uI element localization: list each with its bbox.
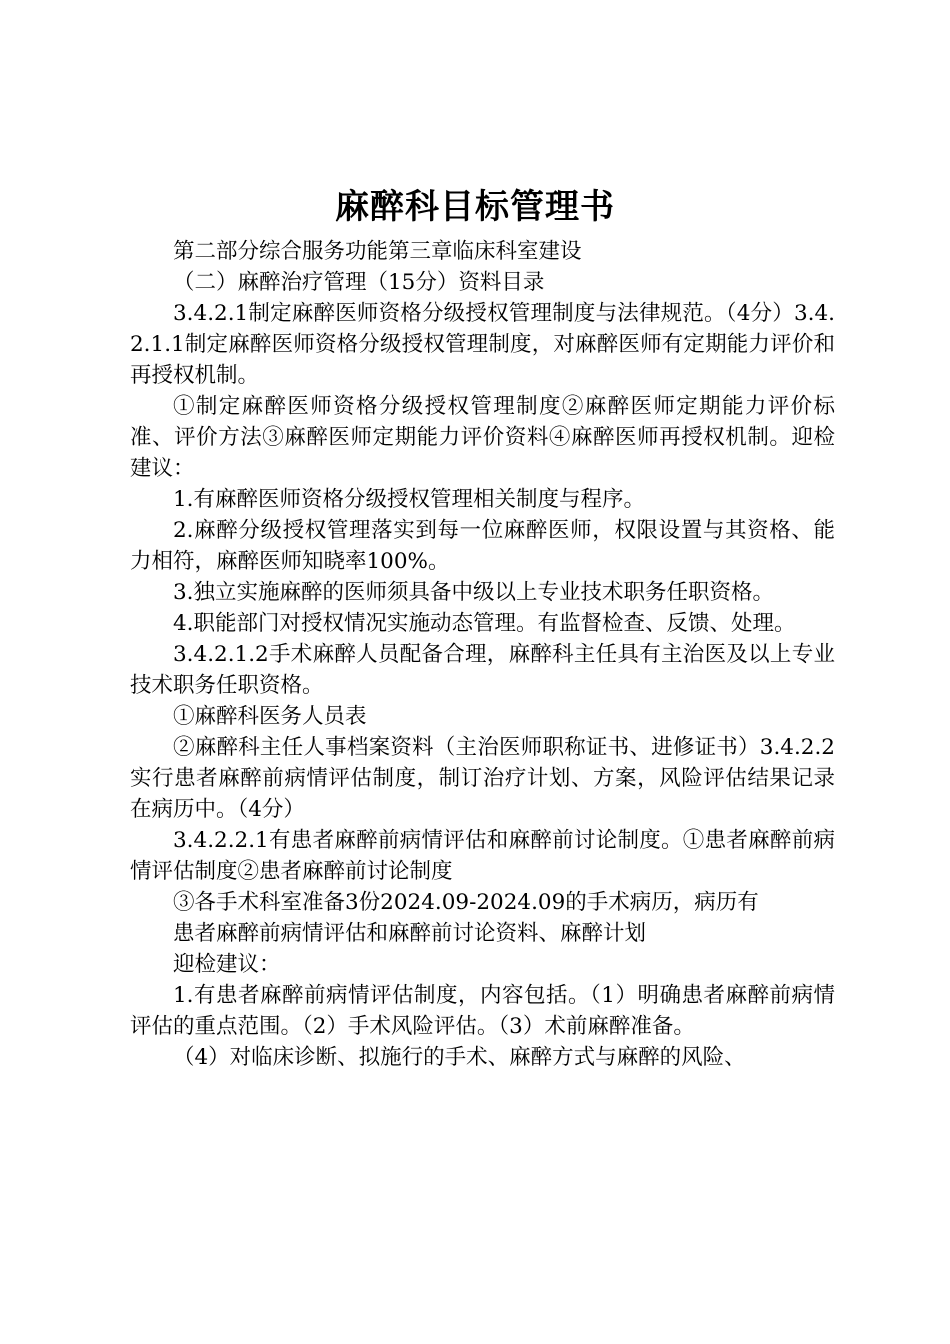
- paragraph: ①制定麻醉医师资格分级授权管理制度②麻醉医师定期能力评价标准、评价方法③麻醉医师定期能力评价资料④麻醉医师再授权机制。迎检建议：: [130, 394, 835, 481]
- section-heading: 第二部分综合服务功能第三章临床科室建设: [173, 239, 582, 264]
- paragraph: 患者麻醉前病情评估和麻醉前讨论资料、麻醉计划: [173, 921, 647, 946]
- list-item: 4.职能部门对授权情况实施动态管理。有监督检查、反馈、处理。: [173, 611, 796, 636]
- paragraph: 3.4.2.1.2手术麻醉人员配备合理，麻醉科主任具有主治医及以上专业技术职务任职资格。: [130, 642, 835, 698]
- paragraph: 迎检建议：: [173, 952, 281, 977]
- paragraph: ③各手术科室准备3份2024.09-2024.09的手术病历，病历有: [173, 890, 759, 915]
- document-title: 麻醉科目标管理书: [335, 187, 615, 227]
- list-item: 2.麻醉分级授权管理落实到每一位麻醉医师，权限设置与其资格、能力相符，麻醉医师知晓率100%。: [130, 518, 835, 574]
- document-body: [130, 236, 835, 1073]
- paragraph: 3.4.2.2.1有患者麻醉前病情评估和麻醉前讨论制度。①患者麻醉前病情评估制度②患者麻醉前讨论制度: [130, 828, 835, 884]
- list-item: 1.有患者麻醉前病情评估制度，内容包括。（1）明确患者麻醉前病情评估的重点范围。（2）手术风险评估。（3）术前麻醉准备。: [130, 983, 835, 1039]
- paragraph: 3.4.2.1制定麻醉医师资格分级授权管理制度与法律规范。（4分）3.4.2.1.1制定麻醉医师资格分级授权管理制度，对麻醉医师有定期能力评价和再授权机制。: [130, 301, 835, 388]
- list-item: 3.独立实施麻醉的医师须具备中级以上专业技术职务任职资格。: [173, 580, 775, 605]
- list-item: 1.有麻醉医师资格分级授权管理相关制度与程序。: [173, 487, 646, 512]
- list-item: ①麻醉科医务人员表: [173, 704, 367, 729]
- paragraph: （4）对临床诊断、拟施行的手术、麻醉方式与麻醉的风险、: [173, 1045, 746, 1070]
- subsection-heading: （二）麻醉治疗管理（15分）资料目录: [173, 270, 545, 295]
- paragraph: ②麻醉科主任人事档案资料（主治医师职称证书、进修证书）3.4.2.2实行患者麻醉前病情评估制度，制订治疗计划、方案，风险评估结果记录在病历中。（4分）: [130, 735, 835, 822]
